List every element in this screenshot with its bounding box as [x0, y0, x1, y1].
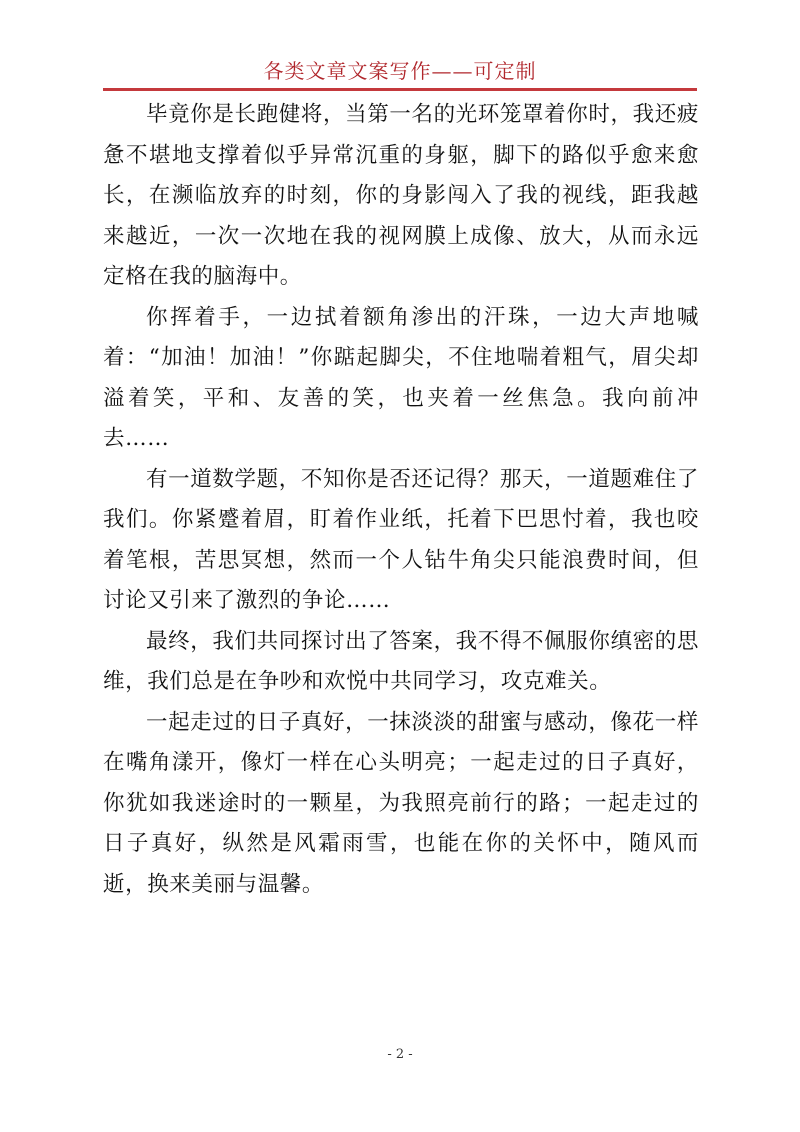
paragraph: 一起走过的日子真好，一抹淡淡的甜蜜与感动，像花一样在嘴角漾开，像灯一样在心头明亮；一起走过的日子真好，你犹如我迷途时的一颗星，为我照亮前行的路；一起走过的日子真好，纵然是风霜雨雪，也能在你的关怀中，随风而逝，换来美丽与温馨。	[103, 709, 699, 897]
paragraph: 有一道数学题，不知你是否还记得？那天，一道题难住了我们。你紧蹙着眉，盯着作业纸，托着下巴思忖着，我也咬着笔根，苦思冥想，然而一个人钻牛角尖只能浪费时间，但讨论又引来了激烈的争论……	[103, 466, 699, 613]
paragraph: 最终，我们共同探讨出了答案，我不得不佩服你缜密的思维，我们总是在争吵和欢悦中共同学习，攻克难关。	[103, 628, 699, 694]
paragraph: 毕竟你是长跑健将，当第一名的光环笼罩着你时，我还疲惫不堪地支撑着似乎异常沉重的身躯，脚下的路似乎愈来愈长，在濒临放弃的时刻，你的身影闯入了我的视线，距我越来越近，一次一次地在我的视网膜上成像、放大，从而永远定格在我的脑海中。	[103, 102, 699, 289]
document-header-title: 各类文章文案写作——可定制	[263, 59, 537, 83]
document-body	[103, 95, 699, 905]
paragraph: 你挥着手，一边拭着额角渗出的汗珠，一边大声地喊着：“加油！加油！”你踮起脚尖，不住地喘着粗气，眉尖却溢着笑，平和、友善的笑，也夹着一丝焦急。我向前冲去……	[103, 304, 699, 451]
header-divider	[103, 88, 697, 91]
page-number: - 2 -	[387, 1047, 413, 1062]
